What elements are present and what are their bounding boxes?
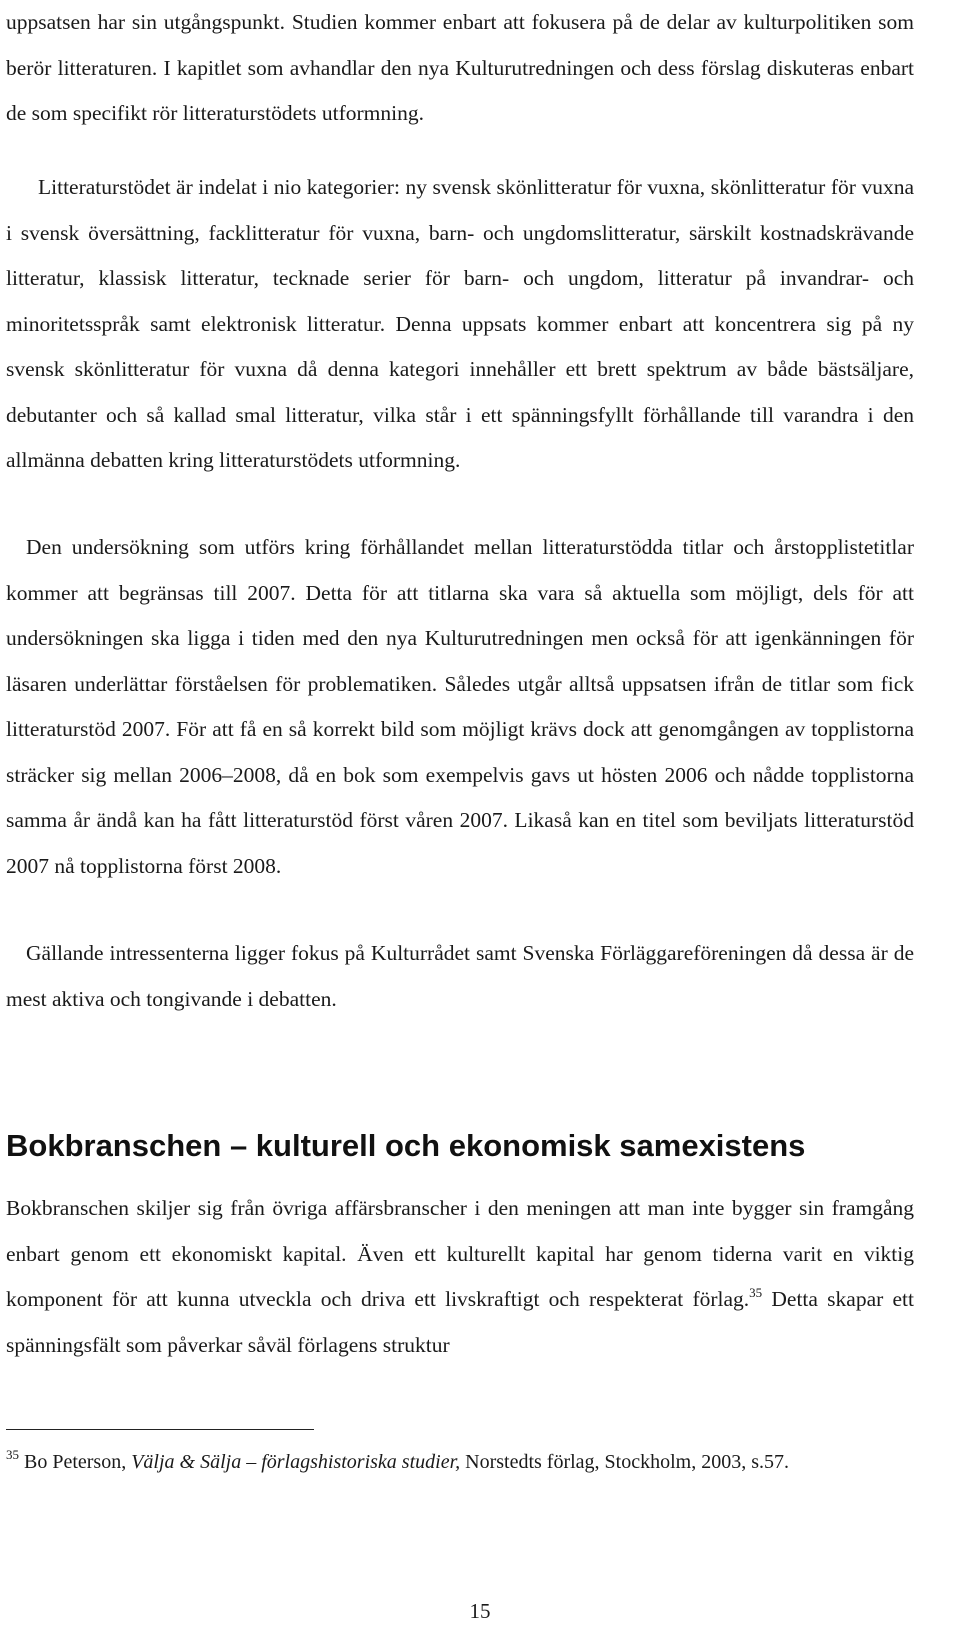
footnote-reference[interactable]: 35 xyxy=(749,1285,763,1300)
footnote-title: Välja & Sälja – förlagshistoriska studier, xyxy=(131,1451,461,1473)
footnote-separator xyxy=(6,1429,314,1430)
body-paragraph-2: Litteraturstödet är indelat i nio kategorier: ny svensk skönlitteratur för vuxna, skönlitteratur för vuxna i svensk översättning, facklitteratur för vuxna, barn- och ungdomslitteratur, särskilt kostnadskrävande litteratur, klassisk litteratur, tecknade serier för barn- och ungdom, litteratur på invandrar- och minoritetsspråk samt elektronisk litteratur. Denna uppsats kommer enbart att koncentrera sig på ny svensk skönlitteratur för vuxna då denna kategori innehåller ett brett spektrum av både bästsäljare, debutanter och så kallad smal litteratur, vilka står i ett spänningsfyllt förhållande till varandra i den allmänna debatten kring litteraturstödets utformning. xyxy=(6,175,914,472)
section-paragraph xyxy=(6,1186,914,1368)
page-number: 15 xyxy=(469,1599,491,1623)
footnote xyxy=(6,1446,914,1478)
body-paragraph-4: Gällande intressenterna ligger fokus på Kulturrådet samt Svenska Förläggareföreningen då dessa är de mest aktiva och tongivande i debatten. xyxy=(6,941,914,1011)
footnote-number: 35 xyxy=(6,1447,19,1462)
section-paragraph-continuation: Detta skapar ett spänningsfält som påverkar såväl förlagens struktur xyxy=(6,1287,914,1357)
footnote-details: Norstedts förlag, Stockholm, 2003, s.57. xyxy=(460,1451,790,1473)
body-paragraph-3: Den undersökning som utförs kring förhållandet mellan litteraturstödda titlar och årstopplistetitlar kommer att begränsas till 2007. Detta för att titlarna ska vara så aktuella som möjligt, dels för att undersökningen ska ligga i tiden med den nya Kulturutredningen men också för att igenkänningen för läsaren underlättar förståelsen för problematiken. Således utgår alltså uppsatsen ifrån de titlar som fick litteraturstöd 2007. För att få en så korrekt bild som möjligt krävs dock att genomgången av topplistorna sträcker sig mellan 2006–2008, då en bok som exempelvis gavs ut hösten 2006 och nådde topplistorna samma år ändå kan ha fått litteraturstöd först våren 2007. Likaså kan en titel som beviljats litteraturstöd 2007 nå topplistorna först 2008. xyxy=(6,535,914,878)
section-paragraph-text: Bokbranschen skiljer sig från övriga affärsbranscher i den meningen att man inte bygger sin framgång enbart genom ett ekonomiskt kapital. Även ett kulturellt kapital har genom tiderna varit en viktig komponent för att kunna utveckla och driva ett livskraftigt och respekterat förlag. xyxy=(6,1196,914,1311)
section-heading: Bokbranschen – kulturell och ekonomisk samexistens xyxy=(6,1128,806,1163)
body-paragraph-1: uppsatsen har sin utgångspunkt. Studien kommer enbart att fokusera på de delar av kulturpolitiken som berör litteraturen. I kapitlet som avhandlar den nya Kulturutredningen och dess förslag diskuteras enbart de som specifikt rör litteraturstödets utformning. xyxy=(6,10,914,125)
footnote-author: Bo Peterson, xyxy=(19,1451,132,1473)
